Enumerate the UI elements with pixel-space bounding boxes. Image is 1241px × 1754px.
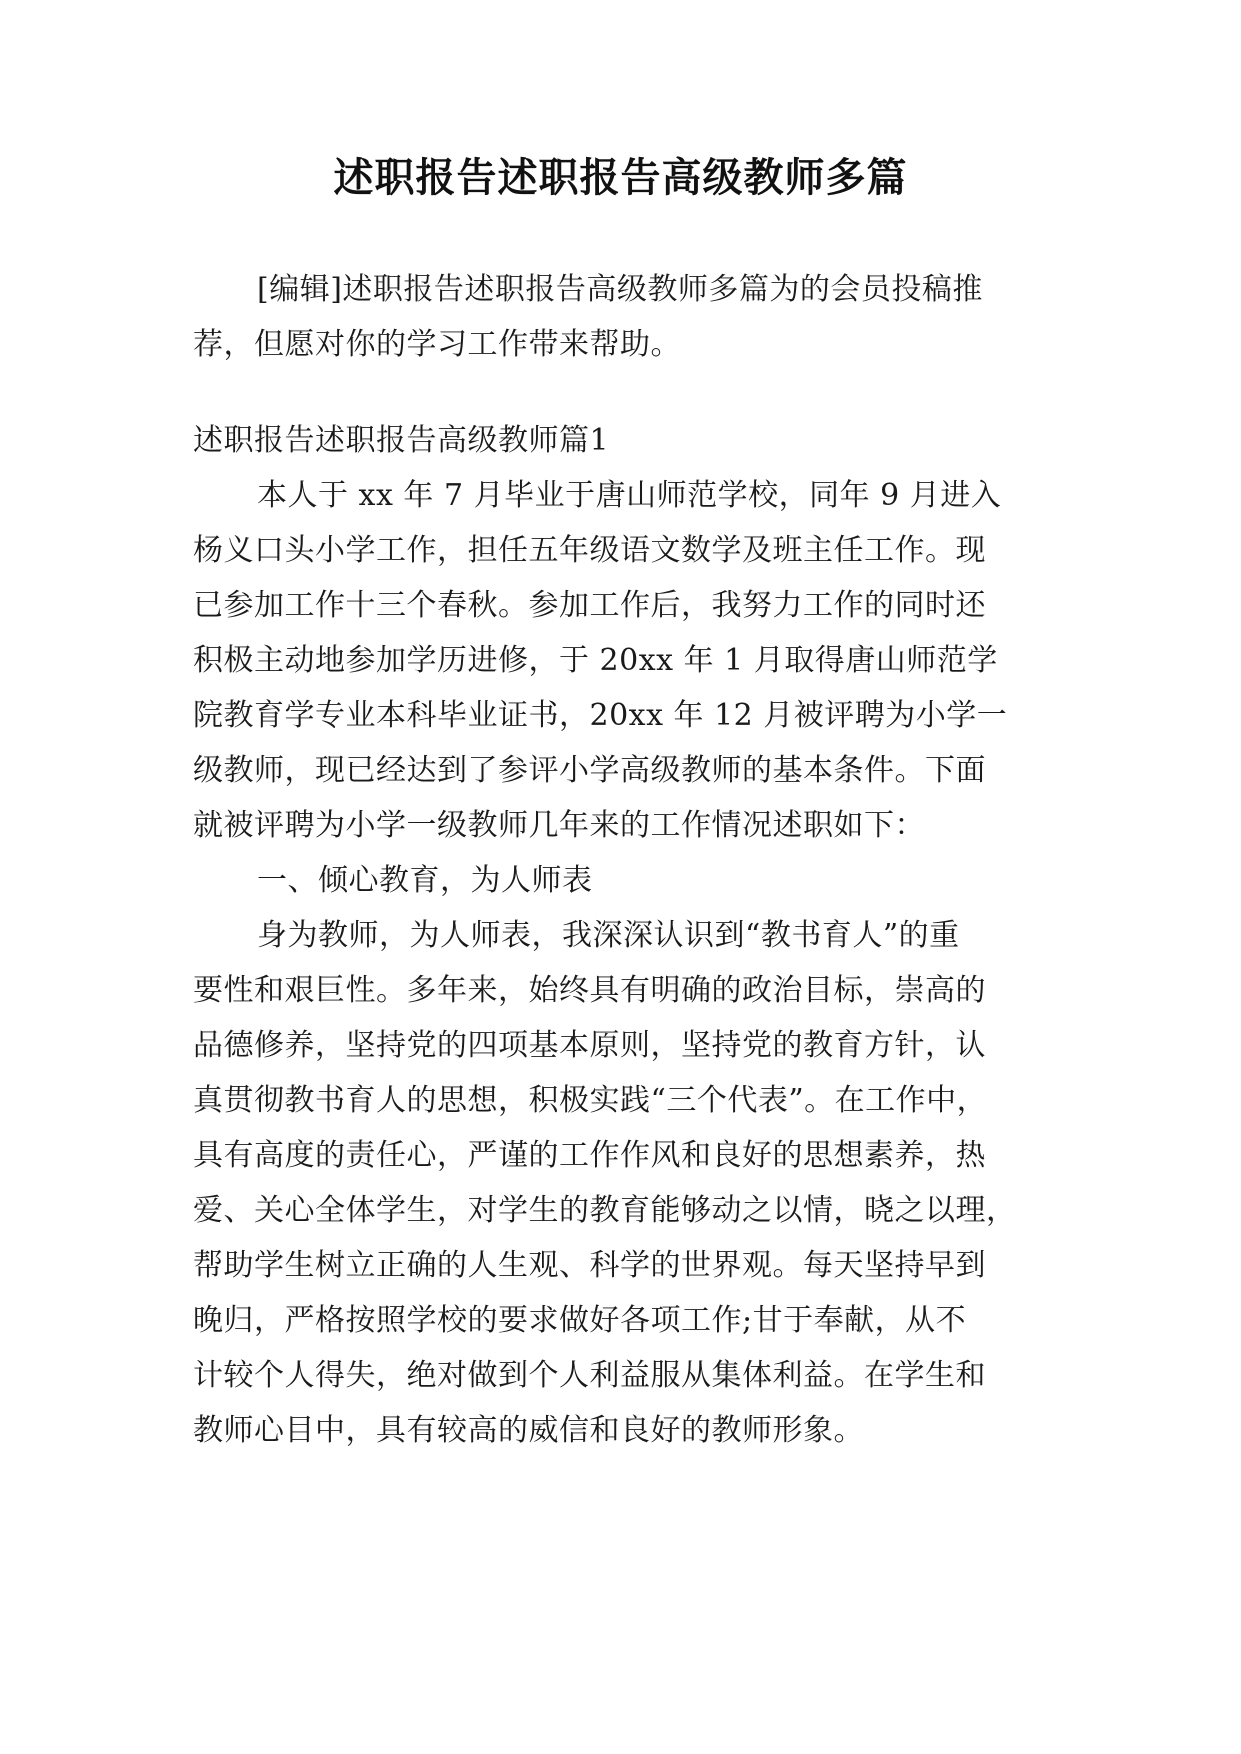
paragraph-line: 就被评聘为小学一级教师几年来的工作情况述职如下： xyxy=(193,808,925,843)
paragraph-1 xyxy=(193,468,1063,853)
paragraph-line: 级教师，现已经达到了参评小学高级教师的基本条件。下面 xyxy=(193,753,986,788)
paragraph-line: 教师心目中，具有较高的威信和良好的教师形象。 xyxy=(193,1413,864,1448)
intro-paragraph xyxy=(193,262,1063,372)
paragraph-line: 身为教师，为人师表，我深深认识到“教书育人”的重 xyxy=(257,918,960,953)
paragraph-line: 本人于 xx 年 7 月毕业于唐山师范学校，同年 9 月进入 xyxy=(257,478,1002,513)
paragraph-line: 已参加工作十三个春秋。参加工作后，我努力工作的同时还 xyxy=(193,588,986,623)
paragraph-line: 品德修养，坚持党的四项基本原则，坚持党的教育方针，认 xyxy=(193,1028,986,1063)
subheading-text: 一、倾心教育，为人师表 xyxy=(257,863,593,898)
paragraph-line: 爱、关心全体学生，对学生的教育能够动之以情，晓之以理， xyxy=(193,1193,1017,1228)
paragraph-line: 计较个人得失，绝对做到个人利益服从集体利益。在学生和 xyxy=(193,1358,986,1393)
subheading-1 xyxy=(193,853,1063,908)
intro-line: [编辑]述职报告述职报告高级教师多篇为的会员投稿推 xyxy=(257,272,983,307)
paragraph-2 xyxy=(193,908,1063,1458)
paragraph-line: 帮助学生树立正确的人生观、科学的世界观。每天坚持早到 xyxy=(193,1248,986,1283)
paragraph-line: 晚归，严格按照学校的要求做好各项工作;甘于奉献，从不 xyxy=(193,1303,967,1338)
paragraph-line: 要性和艰巨性。多年来，始终具有明确的政治目标，崇高的 xyxy=(193,973,986,1008)
paragraph-line: 真贯彻教书育人的思想，积极实践“三个代表”。在工作中， xyxy=(193,1083,988,1118)
paragraph-line: 积极主动地参加学历进修，于 20xx 年 1 月取得唐山师范学 xyxy=(193,643,998,678)
section-heading xyxy=(193,413,1063,468)
paragraph-line: 杨义口头小学工作，担任五年级语文数学及班主任工作。现 xyxy=(193,533,986,568)
section-heading-text: 述职报告述职报告高级教师篇1 xyxy=(193,423,610,458)
paragraph-line: 院教育学专业本科毕业证书，20xx 年 12 月被评聘为小学一 xyxy=(193,698,1008,733)
document-title: 述职报告述职报告高级教师多篇 xyxy=(333,155,908,201)
intro-line: 荐，但愿对你的学习工作带来帮助。 xyxy=(193,327,681,362)
paragraph-line: 具有高度的责任心，严谨的工作作风和良好的思想素养，热 xyxy=(193,1138,986,1173)
